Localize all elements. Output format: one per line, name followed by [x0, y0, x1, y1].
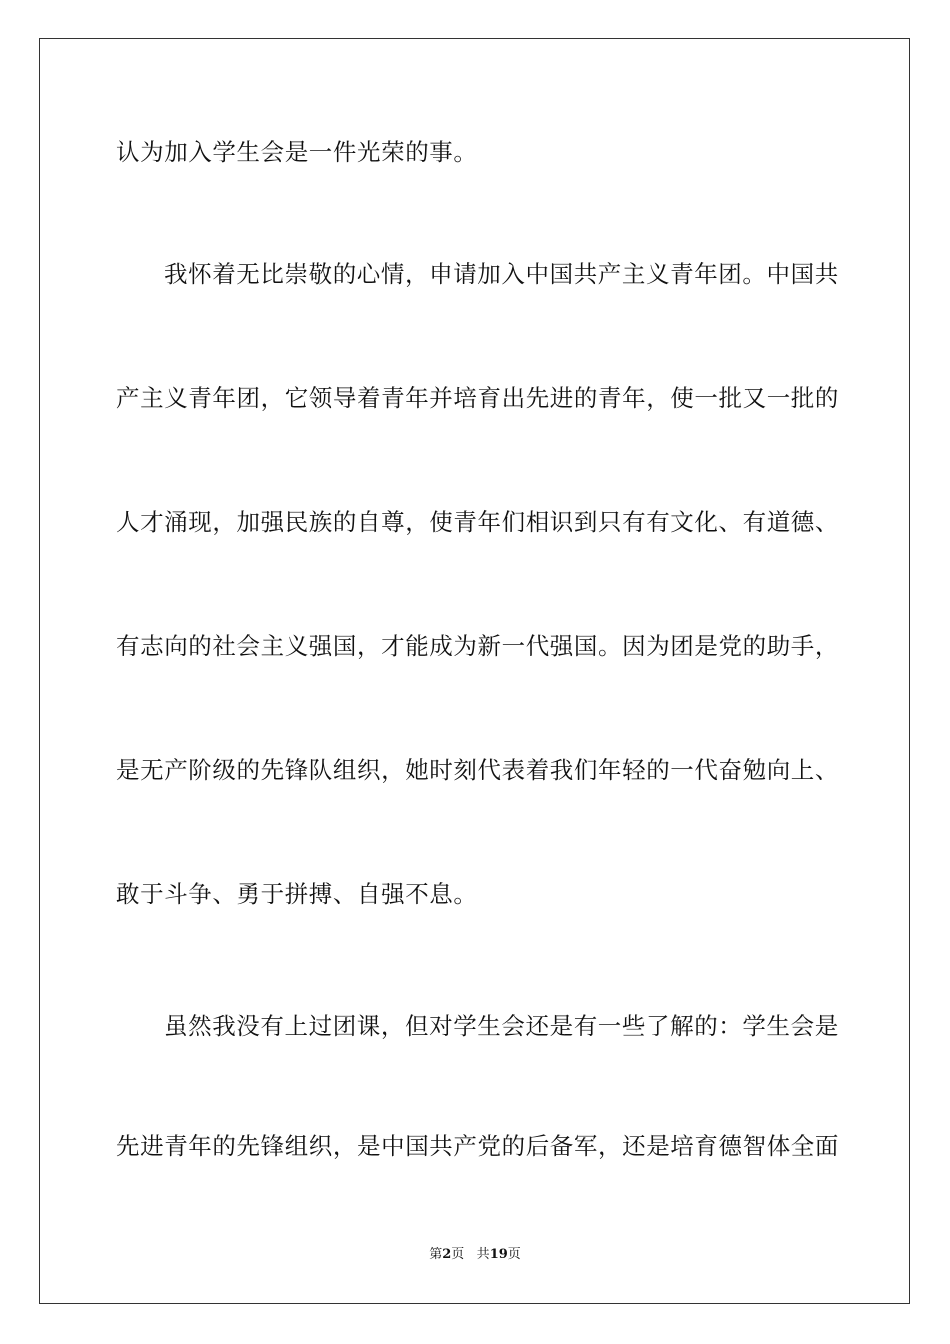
paragraph-line: 认为加入学生会是一件光荣的事。 [116, 138, 478, 166]
total-prefix: 共 [476, 1247, 490, 1262]
page-prefix: 第 [429, 1247, 443, 1262]
current-page-number: 2 [442, 1247, 452, 1262]
paragraph-line: 是无产阶级的先锋队组织，她时刻代表着我们年轻的一代奋勉向上、 [116, 756, 839, 784]
page-suffix: 页 [451, 1247, 465, 1262]
paragraph-line: 敢于斗争、勇于拼搏、自强不息。 [116, 880, 478, 908]
paragraph-line: 先进青年的先锋组织，是中国共产党的后备军，还是培育德智体全面 [116, 1132, 839, 1160]
paragraph-line: 我怀着无比崇敬的心情，申请加入中国共产主义青年团。中国共 [164, 260, 839, 288]
paragraph-line: 人才涌现，加强民族的自尊，使青年们相识到只有有文化、有道德、 [116, 508, 839, 536]
page-border [39, 38, 910, 1304]
total-page-count: 19 [489, 1247, 508, 1262]
paragraph-line: 有志向的社会主义强国，才能成为新一代强国。因为团是党的助手， [116, 632, 839, 660]
total-suffix: 页 [507, 1247, 521, 1262]
page-footer [0, 1247, 950, 1263]
paragraph-line: 产主义青年团，它领导着青年并培育出先进的青年，使一批又一批的 [116, 384, 839, 412]
paragraph-line: 虽然我没有上过团课，但对学生会还是有一些了解的：学生会是 [164, 1012, 839, 1040]
